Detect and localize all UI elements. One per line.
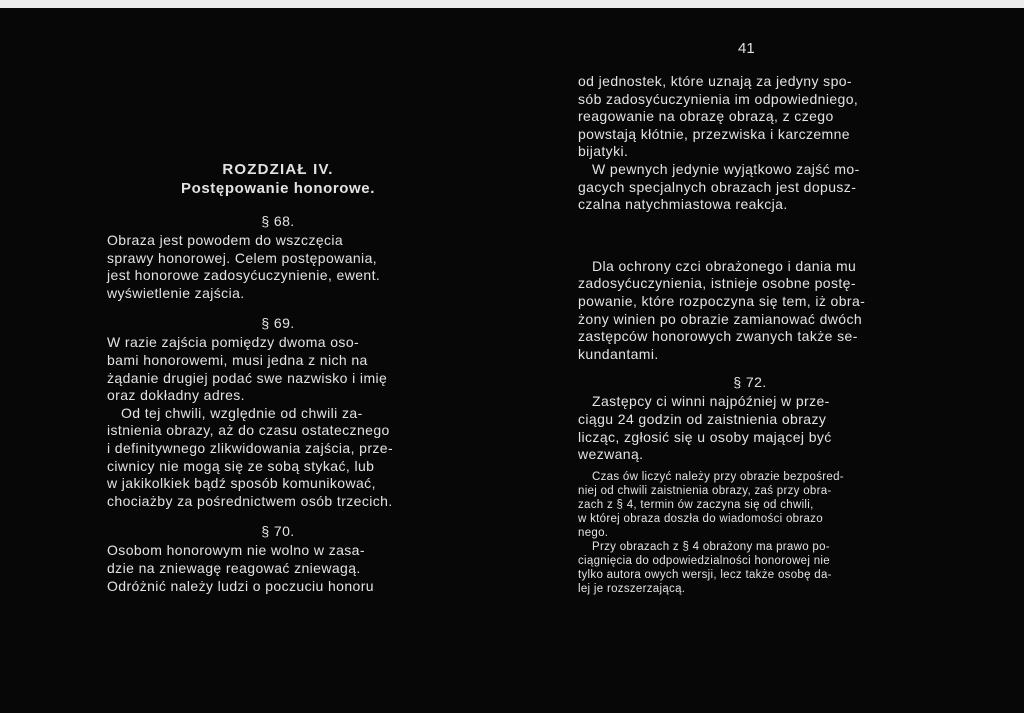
note-line: Przy obrazach z § 4 obrażony ma prawo po- bbox=[592, 540, 830, 553]
note-line: nego. bbox=[578, 526, 609, 539]
text-line: ciągu 24 godzin od zaistnienia obrazy bbox=[578, 410, 827, 427]
section-69-paragraph-1 bbox=[107, 334, 449, 404]
section-68-text bbox=[107, 232, 449, 302]
text-line: Osobom honorowym nie wolno w zasa- bbox=[107, 542, 365, 559]
note-line: lej je rozszerzającą. bbox=[578, 582, 686, 595]
chapter-title: ROZDZIAŁ IV. bbox=[222, 161, 334, 178]
section-70-heading: § 70. bbox=[261, 523, 295, 540]
text-line: Dla ochrony czci obrażonego i dania mu bbox=[592, 257, 857, 274]
section-70-text bbox=[107, 542, 449, 595]
left-column bbox=[107, 160, 449, 595]
text-line: Zastępcy ci winni najpóźniej w prze- bbox=[592, 393, 830, 410]
section-72-note-1 bbox=[578, 470, 922, 540]
chapter-subtitle: Postępowanie honorowe. bbox=[180, 180, 376, 197]
right-column bbox=[578, 73, 922, 596]
text-line: żony winien po obrazie zamianować dwóch bbox=[578, 310, 863, 327]
text-line: sprawy honorowej. Celem postępowania, bbox=[107, 249, 378, 266]
text-line: w jakikolkiek bądź sposób komunikować, bbox=[107, 475, 376, 492]
text-line: oraz dokładny adres. bbox=[107, 387, 245, 404]
text-line: bami honorowemi, musi jedna z nich na bbox=[107, 351, 368, 368]
text-line: Obraza jest powodem do wszczęcia bbox=[107, 232, 344, 248]
text-line: licząc, zgłosić się u osoby mającej być bbox=[578, 428, 832, 445]
text-line: bijatyki. bbox=[578, 143, 629, 160]
text-line: Od tej chwili, względnie od chwili za- bbox=[121, 404, 363, 421]
text-line: istnienia obrazy, aż do czasu ostatecznego bbox=[107, 422, 390, 439]
text-line: jest honorowe zadosyćuczynienie, ewent. bbox=[107, 267, 381, 284]
text-line: wyświetlenie zajścia. bbox=[107, 284, 245, 301]
continuation-paragraph-1 bbox=[578, 73, 922, 161]
text-line: i definitywnego zlikwidowania zajścia, prze- bbox=[107, 439, 394, 456]
text-line: zastępców honorowych zwanych także se- bbox=[578, 328, 858, 345]
continuation-paragraph-2 bbox=[578, 161, 922, 214]
note-line: niej od chwili zaistnienia obrazy, zaś przy obra- bbox=[578, 484, 832, 497]
note-line: tylko autora owych wersji, lecz także osobę da- bbox=[578, 568, 832, 581]
section-72-note-2 bbox=[578, 540, 922, 596]
text-line: dzie na zniewagę reagować zniewagą. bbox=[107, 559, 361, 576]
text-line: powanie, które rozpoczyna się tem, iż obra- bbox=[578, 292, 866, 309]
text-line: reagowanie na obrazę obrazą, z czego bbox=[578, 108, 834, 125]
section-72-text bbox=[578, 393, 922, 463]
scan-top-edge bbox=[0, 0, 1024, 8]
text-line: wezwaną. bbox=[578, 446, 644, 463]
text-line: ciwnicy nie mogą się ze sobą stykać, lub bbox=[107, 457, 375, 474]
text-line: kundantami. bbox=[578, 345, 659, 362]
text-line: chociażby za pośrednictwem osób trzecich. bbox=[107, 492, 393, 509]
section-72-heading: § 72. bbox=[733, 374, 767, 391]
text-line: czalna natychmiastowa reakcja. bbox=[578, 196, 788, 213]
page-number: 41 bbox=[738, 40, 755, 57]
text-line: od jednostek, które uznają za jedyny spo- bbox=[578, 73, 852, 89]
text-line: W razie zajścia pomiędzy dwoma oso- bbox=[107, 334, 360, 351]
note-line: Czas ów liczyć należy przy obrazie bezpośred- bbox=[592, 470, 844, 483]
section-71-text bbox=[578, 258, 922, 364]
text-line: zadosyćuczynienia, istnieje osobne postę- bbox=[578, 275, 856, 292]
text-line: gacych specjalnych obrazach jest dopusz- bbox=[578, 178, 857, 195]
section-68-heading: § 68. bbox=[261, 213, 295, 229]
text-line: Odróżnić należy ludzi o poczuciu honoru bbox=[107, 577, 374, 594]
note-line: w której obraza doszła do wiadomości obrazo bbox=[578, 512, 823, 525]
text-line: sób zadosyćuczynienia im odpowiedniego, bbox=[578, 90, 859, 107]
text-line: powstają kłótnie, przezwiska i karczemne bbox=[578, 125, 850, 142]
note-line: zach z § 4, termin ów zaczyna się od chwili, bbox=[578, 498, 814, 511]
note-line: ciągnięcia do odpowiedzialności honorowej nie bbox=[578, 554, 830, 567]
text-line: żądanie drugiej podać swe nazwisko i imię bbox=[107, 369, 388, 386]
section-69-heading: § 69. bbox=[261, 315, 295, 332]
text-line: W pewnych jedynie wyjątkowo zajść mo- bbox=[592, 160, 860, 177]
section-gap bbox=[578, 214, 922, 258]
section-69-paragraph-2 bbox=[107, 405, 449, 511]
